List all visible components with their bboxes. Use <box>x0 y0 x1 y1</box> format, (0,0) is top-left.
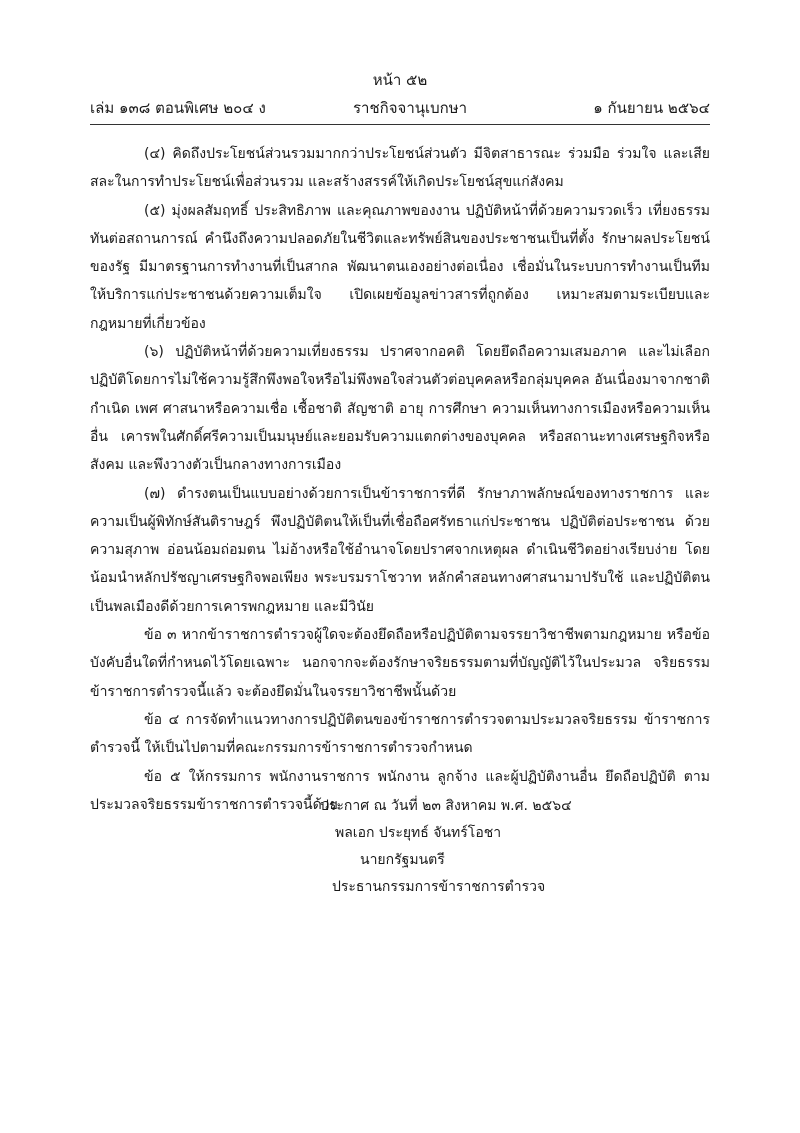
announcement-date: ประกาศ ณ วันที่ ๒๓ สิงหาคม พ.ศ. ๒๕๖๔ <box>320 798 572 814</box>
signature-block <box>250 793 650 901</box>
signatory-title: ประธานกรรมการข้าราชการตำรวจ <box>332 879 546 895</box>
signatory-name: พลเอก ประยุทธ์ จันทร์โอชา <box>335 825 502 841</box>
volume-info: เล่ม ๑๓๘ ตอนพิเศษ ๒๐๔ ง <box>90 99 266 117</box>
paragraph-clause-3: ข้อ ๓ หากข้าราชการตำรวจผู้ใดจะต้องยึดถือหรือปฏิบัติตามจรรยาวิชาชีพตามกฎหมาย หรือข้อบังคับอื่นใดที่กำหนดไว้โดยเฉพาะ นอกจากจะต้องรักษาจริยธรรมตามที่บัญญัติไว้ในประมวล จริยธรรมข้าราชการตำรวจนี้แล้ว จะต้องยึดมั่นในจรรยาวิชาชีพนั้นด้วย <box>90 627 710 700</box>
gazette-header <box>90 96 710 118</box>
header-divider <box>90 124 710 125</box>
publication-name: ราชกิจจานุเบกษา <box>353 99 468 117</box>
paragraph-item-5: (๕) มุ่งผลสัมฤทธิ์ ประสิทธิภาพ และคุณภาพของงาน ปฏิบัติหน้าที่ด้วยความรวดเร็ว เที่ยงธรรม ทันต่อสถานการณ์ คำนึงถึงความปลอดภัยในชีวิตและทรัพย์สินของประชาชนเป็นที่ตั้ง รักษาผลประโยชน์ของรัฐ มีมาตรฐานการทำงานที่เป็นสากล พัฒนาตนเองอย่างต่อเนื่อง เชื่อมั่นในระบบการทำงานเป็นทีม ให้บริการแก่ประชาชนด้วยความเต็มใจ เปิดเผยข้อมูลข่าวสารที่ถูกต้อง เหมาะสมตามระเบียบและกฎหมายที่เกี่ยวข้อง <box>90 202 710 332</box>
paragraph-item-6: (๖) ปฏิบัติหน้าที่ด้วยความเที่ยงธรรม ปราศจากอคติ โดยยึดถือความเสมอภาค และไม่เลือกปฏิบัติโดยการไม่ใช้ความรู้สึกพึงพอใจหรือไม่พึงพอใจส่วนตัวต่อบุคคลหรือกลุ่มบุคคล อันเนื่องมาจากชาติกำเนิด เพศ ศาสนาหรือความเชื่อ เชื้อชาติ สัญชาติ อายุ การศึกษา ความเห็นทางการเมืองหรือความเห็นอื่น เคารพในศักดิ์ศรีความเป็นมนุษย์และยอมรับความแตกต่างของบุคคล หรือสถานะทางเศรษฐกิจหรือสังคม และพึงวางตัวเป็นกลางทางการเมือง <box>90 344 710 474</box>
publication-date: ๑ กันยายน ๒๕๖๔ <box>593 99 710 117</box>
page-number: หน้า ๕๒ <box>372 71 428 89</box>
paragraph-item-4: (๔) คิดถึงประโยชน์ส่วนรวมมากกว่าประโยชน์ส่วนตัว มีจิตสาธารณะ ร่วมมือ ร่วมใจ และเสียสละในการทำประโยชน์เพื่อส่วนรวม และสร้างสรรค์ให้เกิดประโยชน์สุขแก่สังคม <box>90 146 710 191</box>
paragraph-clause-5: ข้อ ๕ ให้กรรมการ พนักงานราชการ พนักงาน ลูกจ้าง และผู้ปฏิบัติงานอื่น ยึดถือปฏิบัติ ตามประมวลจริยธรรมข้าราชการตำรวจนี้ด้วย <box>90 768 710 813</box>
document-body <box>90 140 710 819</box>
paragraph-item-7: (๗) ดำรงตนเป็นแบบอย่างด้วยการเป็นข้าราชการที่ดี รักษาภาพลักษณ์ของทางราชการ และความเป็นผู้พิทักษ์สันติราษฎร์ พึงปฏิบัติตนให้เป็นที่เชื่อถือศรัทธาแก่ประชาชน ปฏิบัติต่อประชาชน ด้วยความสุภาพ อ่อนน้อมถ่อมตน ไม่อ้างหรือใช้อำนาจโดยปราศจากเหตุผล ดำเนินชีวิตอย่างเรียบง่าย โดยน้อมนำหลักปรัชญาเศรษฐกิจพอเพียง พระบรมราโชวาท หลักคำสอนทางศาสนามาปรับใช้ และปฏิบัติตนเป็นพลเมืองดีด้วยการเคารพกฎหมาย และมีวินัย <box>90 485 710 615</box>
signatory-position: นายกรัฐมนตรี <box>360 852 445 868</box>
paragraph-clause-4: ข้อ ๔ การจัดทำแนวทางการปฏิบัติตนของข้าราชการตำรวจตามประมวลจริยธรรม ข้าราชการตำรวจนี้ ให้เป็นไปตามที่คณะกรรมการข้าราชการตำรวจกำหนด <box>90 711 710 757</box>
